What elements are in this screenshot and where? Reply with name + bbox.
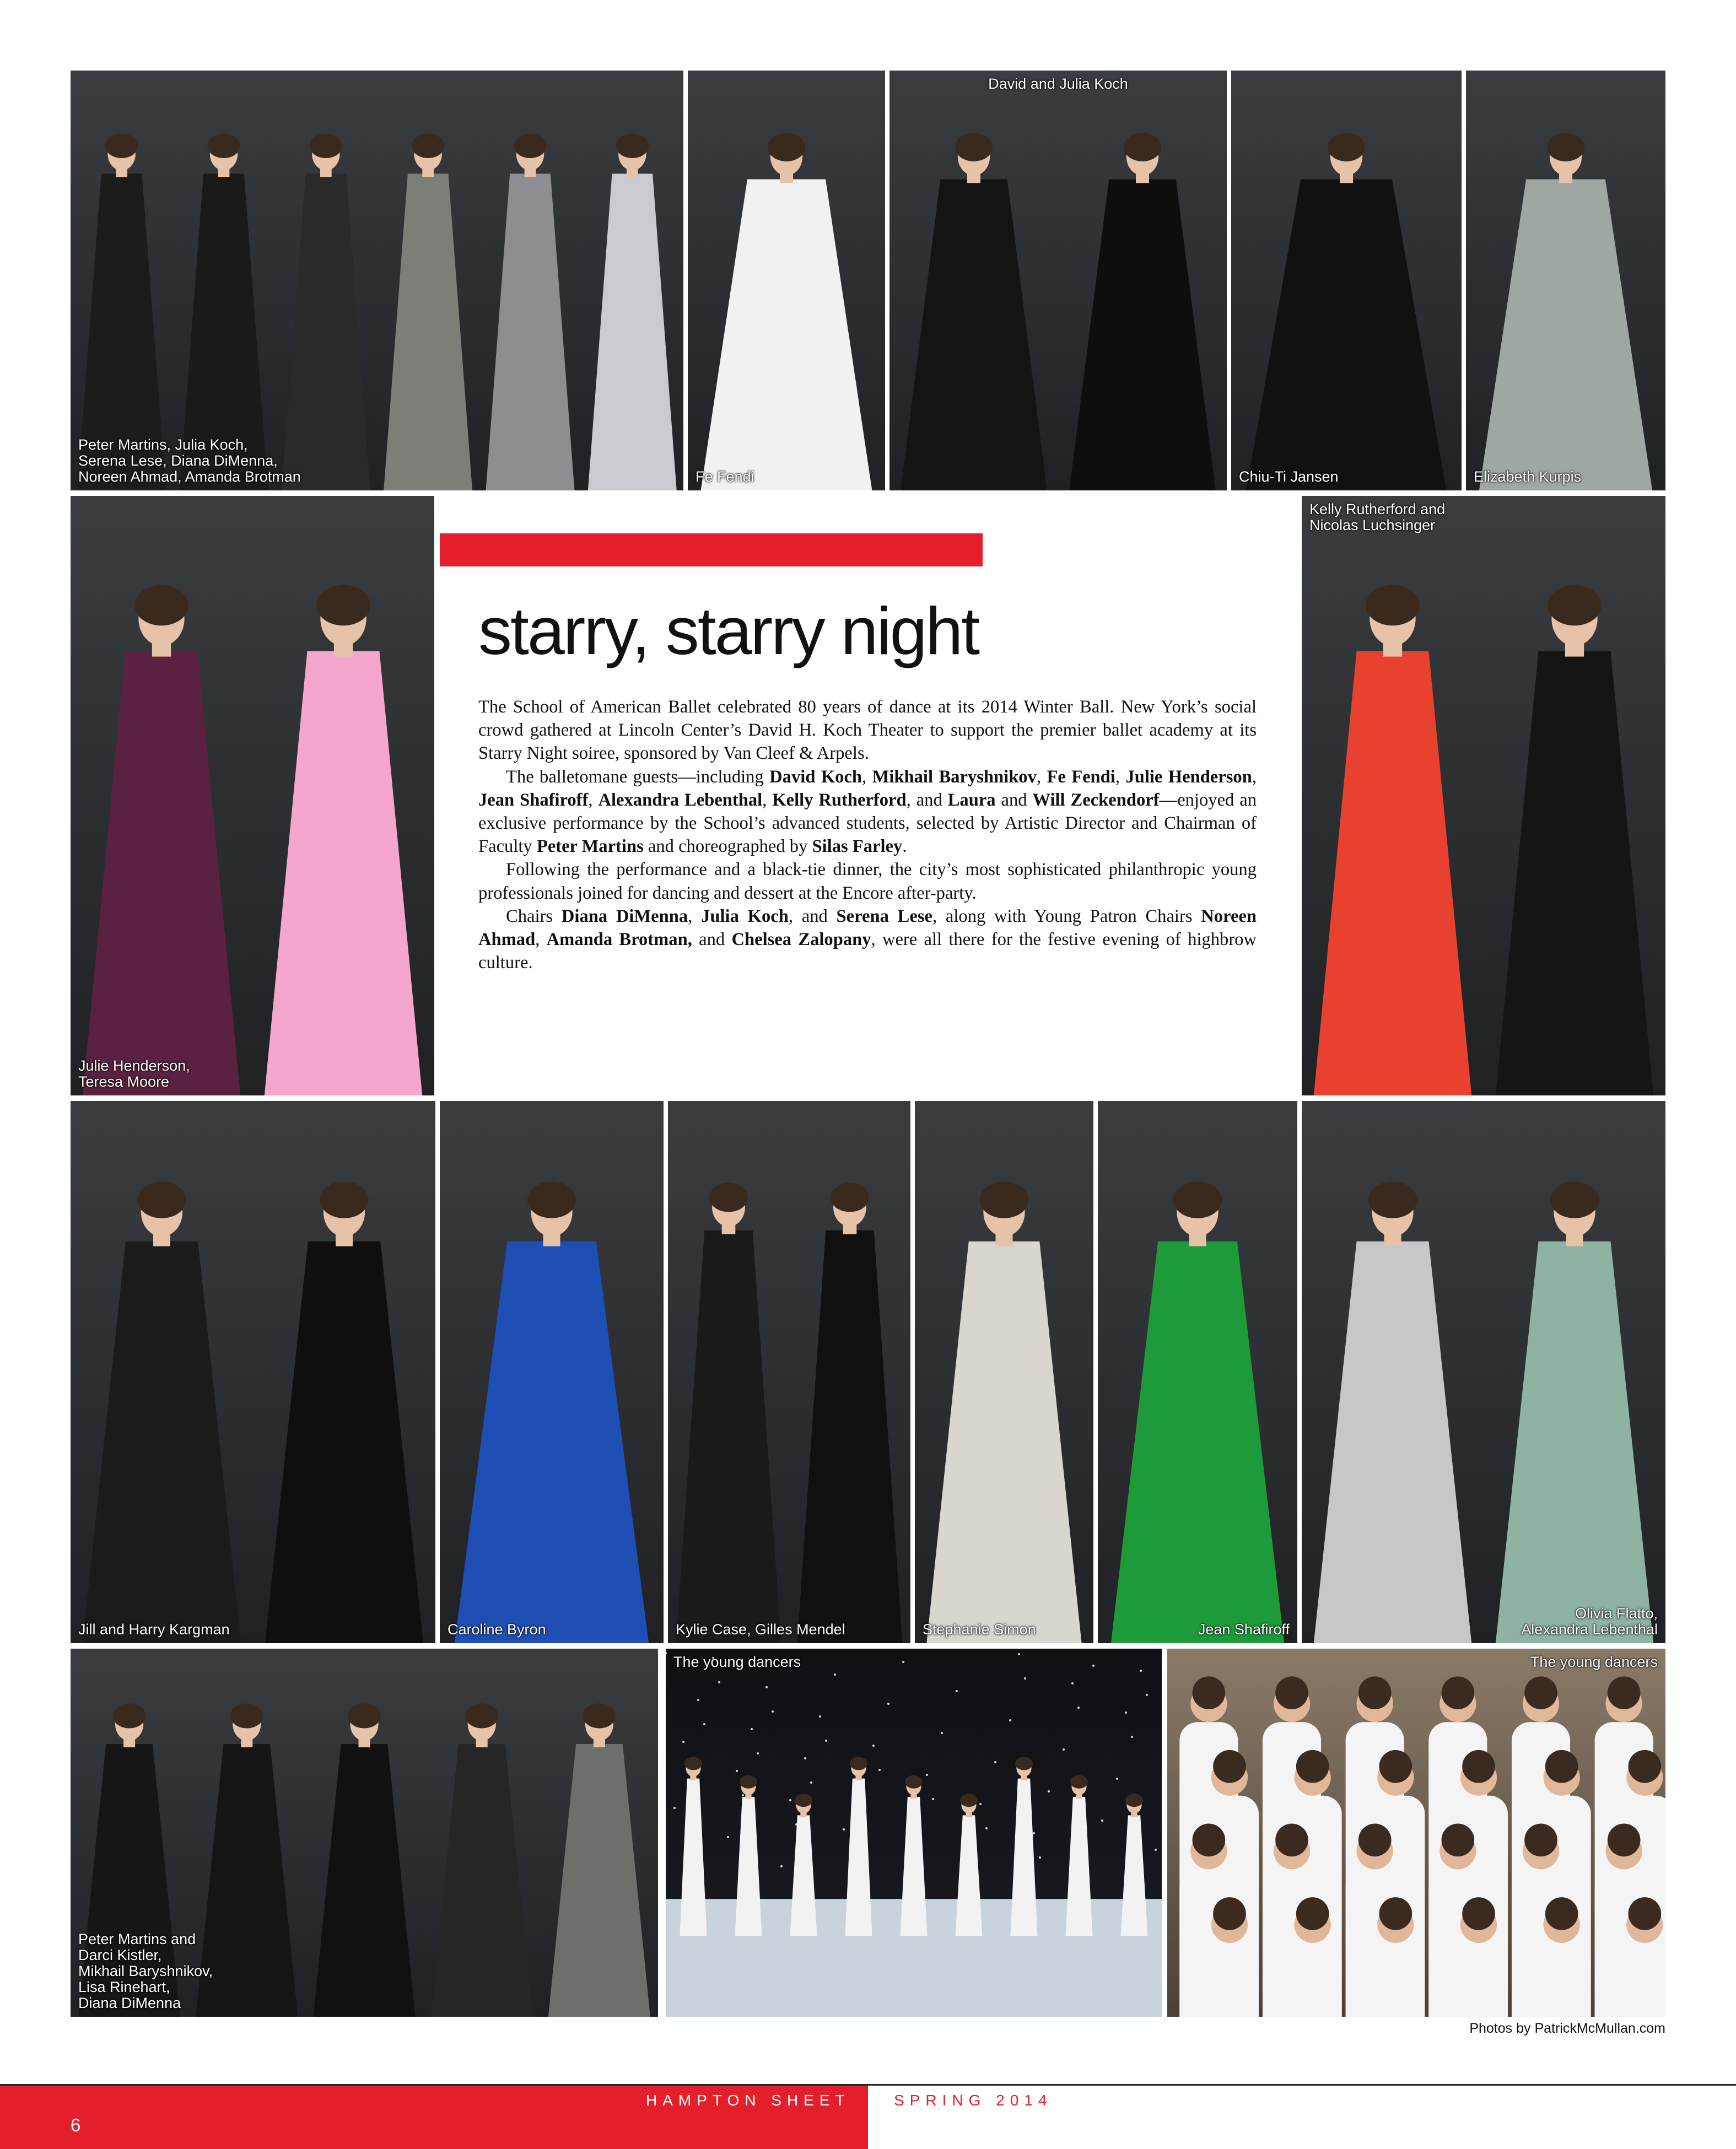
photo-illustration xyxy=(889,71,1227,490)
hair xyxy=(113,1703,146,1728)
bold-name: Alexandra Lebenthal xyxy=(598,790,763,810)
star-light xyxy=(979,1803,982,1805)
article-body xyxy=(478,695,1257,974)
star-light xyxy=(1024,1677,1026,1680)
hair xyxy=(831,1183,869,1212)
text-run: , xyxy=(1036,766,1047,787)
photo-illustration xyxy=(71,496,434,1095)
star-light xyxy=(751,1728,753,1730)
photo-caption: David and Julia Koch xyxy=(988,75,1128,92)
photo-illustration xyxy=(666,1649,1162,2017)
photo-illustration xyxy=(71,1101,435,1643)
hair xyxy=(105,134,138,158)
photo-caption: Kelly Rutherford and Nicolas Luchsinger xyxy=(1309,501,1446,533)
dancer-hair xyxy=(1524,1824,1557,1857)
bold-name: Mikhail Baryshnikov xyxy=(872,766,1037,787)
hair xyxy=(1173,1181,1222,1218)
hair xyxy=(616,134,649,158)
star-light xyxy=(810,1781,812,1784)
star-light xyxy=(1155,1849,1157,1851)
dancer-hair xyxy=(1275,1676,1308,1709)
photo-scene xyxy=(71,71,683,490)
article-paragraph xyxy=(478,858,1257,904)
dancer-body xyxy=(1615,1943,1665,2017)
star-light xyxy=(1048,1790,1050,1792)
bold-name: Julie Henderson xyxy=(1125,766,1252,787)
bold-name: Fe Fendi xyxy=(1047,766,1115,787)
star-light xyxy=(703,1723,705,1725)
hair xyxy=(316,585,370,625)
photo-scene xyxy=(889,71,1227,490)
hair xyxy=(527,1181,576,1218)
bold-name: Peter Martins xyxy=(536,836,644,857)
dancer-hair xyxy=(1358,1824,1392,1857)
photo-scene xyxy=(1231,71,1462,490)
text-run: , xyxy=(588,790,599,810)
hair xyxy=(465,1703,498,1728)
star-light xyxy=(1116,1778,1118,1780)
hair xyxy=(1550,1181,1599,1218)
dancer-hair xyxy=(1608,1676,1641,1709)
dancer-body xyxy=(1533,1943,1591,2017)
photo-illustration xyxy=(915,1101,1093,1643)
headline-accent-bar xyxy=(440,533,983,566)
hair xyxy=(740,1775,757,1789)
dancer-hair xyxy=(1524,1676,1557,1709)
bold-name: Diana DiMenna xyxy=(561,906,688,926)
star-light xyxy=(902,1661,904,1663)
hair xyxy=(230,1703,263,1728)
photo-caption: Jill and Harry Kargman xyxy=(78,1621,230,1638)
text-run: Following the performance and a black-tie dinner, the city’s most sophisticated philanthropic young professionals joined for dancing and dessert at the Encore after-party. xyxy=(478,860,1257,903)
dancer-hair xyxy=(1296,1750,1329,1783)
hair xyxy=(1015,1757,1033,1770)
star-light xyxy=(1071,1682,1074,1684)
star-light xyxy=(765,1686,768,1688)
hair xyxy=(1328,133,1366,161)
bold-name: Amanda Brotman, xyxy=(546,930,692,950)
star-light xyxy=(673,1807,676,1809)
article-paragraph xyxy=(478,765,1257,858)
photo-illustration xyxy=(71,71,683,490)
photo-elizabeth-kurpis xyxy=(1466,71,1665,490)
text-run: , xyxy=(1115,766,1126,787)
photo-scene xyxy=(666,1649,1162,2017)
star-light xyxy=(887,1703,889,1705)
text-run: , xyxy=(1252,766,1257,787)
photo-scene xyxy=(915,1101,1093,1643)
photo-chiu-ti-jansen xyxy=(1231,71,1462,490)
hair xyxy=(684,1757,702,1770)
photo-illustration xyxy=(668,1101,910,1643)
photo-caption: Elizabeth Kurpis xyxy=(1474,468,1582,485)
star-light xyxy=(789,1799,791,1801)
hair xyxy=(980,1181,1029,1218)
photo-scene xyxy=(668,1101,910,1643)
photo-scene xyxy=(1167,1649,1665,2017)
star-light xyxy=(780,1865,783,1867)
photo-caption: Fe Fendi xyxy=(696,468,754,485)
dancer-body xyxy=(1366,1943,1425,2017)
star-light xyxy=(697,1699,699,1701)
star-light xyxy=(804,1757,806,1759)
dancer-body xyxy=(1449,1943,1508,2017)
dancer-body xyxy=(1284,1943,1342,2017)
star-light xyxy=(819,1715,821,1718)
star-light xyxy=(682,1741,684,1743)
photo-illustration xyxy=(1302,496,1665,1095)
photo-fe-fendi xyxy=(688,71,885,490)
bold-name: Laura xyxy=(947,790,996,810)
star-light xyxy=(1033,1832,1035,1834)
dancer-hair xyxy=(1545,1897,1578,1930)
hair xyxy=(514,134,546,158)
text-run: Chairs xyxy=(506,906,562,926)
star-light xyxy=(1077,1707,1080,1709)
photo-caption: Julie Henderson, Teresa Moore xyxy=(78,1057,190,1090)
text-run: The balletomane guests—including xyxy=(506,766,770,787)
dancer-hair xyxy=(1296,1897,1329,1930)
bold-name: Chelsea Zalopany xyxy=(731,930,871,950)
star-light xyxy=(834,1673,836,1676)
photo-illustration xyxy=(1466,71,1665,490)
dancer-hair xyxy=(1442,1676,1475,1709)
hair xyxy=(905,1775,923,1789)
star-light xyxy=(727,1836,729,1838)
dancer-hair xyxy=(1275,1824,1308,1857)
dancer-hair xyxy=(1629,1897,1662,1930)
photo-young-dancers-group xyxy=(1167,1649,1665,2017)
text-run: , along with Young Patron Chairs xyxy=(932,906,1201,926)
photo-jean-shafiroff xyxy=(1098,1101,1297,1643)
star-light xyxy=(1146,1694,1148,1696)
bold-name: Will Zeckendorf xyxy=(1032,790,1160,810)
photo-young-dancers-stage xyxy=(666,1649,1162,2017)
text-run: The School of American Ballet celebrated 80 years of dance at its 2014 Winter Ball. New York’s social crowd gathered at Lincoln Center’s David H. Koch Theater to support the premier ballet academy at its Starry Night soiree, sponsored by Van Cleef & Arpels. xyxy=(478,697,1257,764)
photo-illustration xyxy=(440,1101,664,1643)
dancer-hair xyxy=(1442,1824,1475,1857)
photo-illustration xyxy=(688,71,885,490)
star-light xyxy=(736,1770,738,1772)
photo-scene xyxy=(1098,1101,1297,1643)
star-light xyxy=(1140,1670,1142,1672)
hair xyxy=(137,1181,186,1218)
hair xyxy=(1070,1775,1088,1789)
star-light xyxy=(956,1690,958,1692)
star-light xyxy=(1092,1665,1095,1667)
dancer-hair xyxy=(1379,1897,1412,1930)
photo-scene xyxy=(71,496,434,1095)
hair xyxy=(310,134,342,158)
star-light xyxy=(757,1752,759,1754)
text-run: , and xyxy=(788,906,837,926)
issue-date: SPRING 2014 xyxy=(894,2092,1053,2109)
hair xyxy=(960,1794,978,1807)
dancer-hair xyxy=(1462,1897,1495,1930)
photo-caption: The young dancers xyxy=(1530,1654,1658,1670)
dancer-hair xyxy=(1213,1897,1246,1930)
hair xyxy=(1125,1794,1143,1807)
photo-caption: Peter Martins and Darci Kistler, Mikhail Baryshnikov, Lisa Rinehart, Diana DiMenna xyxy=(78,1931,213,2011)
photo-illustration xyxy=(1098,1101,1297,1643)
dancer-hair xyxy=(1545,1750,1578,1783)
star-light xyxy=(985,1827,988,1829)
text-run: , xyxy=(762,790,773,810)
dancer-hair xyxy=(1379,1750,1412,1783)
hair xyxy=(134,585,188,625)
hair xyxy=(348,1703,381,1728)
publication-name: HAMPTON SHEET xyxy=(646,2092,850,2109)
star-light xyxy=(878,1769,881,1771)
dancer-hair xyxy=(1193,1824,1226,1857)
text-run: , and xyxy=(906,790,948,810)
star-light xyxy=(1063,1748,1065,1751)
article-paragraph xyxy=(478,905,1257,975)
dancer-hair xyxy=(1358,1676,1392,1709)
article-paragraph xyxy=(478,695,1257,765)
hair xyxy=(850,1757,867,1770)
star-light xyxy=(772,1710,774,1713)
photo-scene xyxy=(1302,496,1665,1095)
photo-stephanie-simon xyxy=(915,1101,1093,1643)
star-light xyxy=(843,1828,845,1831)
photo-chairs-group xyxy=(71,71,683,490)
photo-illustration xyxy=(1302,1101,1665,1643)
star-light xyxy=(718,1681,720,1683)
photo-rutherford-luchsinger xyxy=(1302,496,1665,1095)
photo-caption: Stephanie Simon xyxy=(923,1621,1036,1638)
hair xyxy=(709,1183,748,1212)
dancer-hair xyxy=(1213,1750,1246,1783)
bold-name: Noreen Ahmad xyxy=(478,906,1257,950)
text-run: . xyxy=(902,836,907,857)
hair xyxy=(1124,133,1162,161)
photo-caption: Kylie Case, Gilles Mendel xyxy=(676,1621,845,1638)
star-light xyxy=(1018,1653,1020,1655)
photo-martins-baryshnikov-group xyxy=(71,1649,658,2017)
star-light xyxy=(1131,1736,1133,1738)
photo-caption: Olivia Flatto, Alexandra Lebenthal xyxy=(1521,1605,1658,1638)
photo-kargman xyxy=(71,1101,435,1643)
hair xyxy=(412,134,444,158)
text-run: , xyxy=(862,766,872,787)
photo-caption: Jean Shafiroff xyxy=(1198,1621,1290,1638)
text-run: and xyxy=(995,790,1033,810)
text-run: —enjoyed an exclusive performance by the School’s advanced students, selected by Artistic Director and Chairman of Faculty xyxy=(478,790,1257,857)
photo-backdrop xyxy=(71,71,683,490)
bold-name: Silas Farley xyxy=(812,836,903,857)
hair xyxy=(1547,133,1585,161)
photo-illustration xyxy=(1167,1649,1665,2017)
star-light xyxy=(1009,1719,1011,1721)
bold-name: David Koch xyxy=(769,766,862,787)
bold-name: Julia Koch xyxy=(701,906,789,926)
text-run: and choreographed by xyxy=(643,836,812,857)
dancer-hair xyxy=(1608,1824,1641,1857)
hair xyxy=(795,1794,812,1807)
photo-caption: Peter Martins, Julia Koch, Serena Lese, Diana DiMenna, Noreen Ahmad, Amanda Brotman xyxy=(78,436,301,485)
page-number: 6 xyxy=(71,2115,81,2135)
photo-henderson-moore xyxy=(71,496,434,1095)
photo-illustration xyxy=(1231,71,1462,490)
photo-caption: The young dancers xyxy=(673,1654,801,1670)
dancer-body xyxy=(1200,1943,1259,2017)
star-light xyxy=(1039,1856,1041,1859)
photo-scene xyxy=(1302,1101,1665,1643)
star-light xyxy=(994,1761,996,1763)
bold-name: Serena Lese xyxy=(836,906,932,926)
star-light xyxy=(872,1745,875,1747)
photo-scene xyxy=(440,1101,664,1643)
photo-scene xyxy=(1466,71,1665,490)
photo-flatto-lebenthal xyxy=(1302,1101,1665,1643)
star-light xyxy=(941,1732,943,1734)
star-light xyxy=(825,1740,827,1742)
photo-caption: Caroline Byron xyxy=(448,1621,546,1638)
hair xyxy=(1366,585,1420,625)
text-run: , xyxy=(688,906,702,926)
hair xyxy=(1368,1181,1417,1218)
article-headline: starry, starry night xyxy=(478,593,979,668)
photo-case-mendel xyxy=(668,1101,910,1643)
bold-name: Kelly Rutherford xyxy=(772,790,907,810)
star-light xyxy=(932,1798,934,1800)
hair xyxy=(320,1181,369,1218)
star-light xyxy=(1125,1711,1127,1714)
hair xyxy=(768,133,806,161)
hair xyxy=(1548,585,1602,625)
star-light xyxy=(742,1794,744,1796)
hair xyxy=(955,133,993,161)
photo-caroline-byron xyxy=(440,1101,664,1643)
star-light xyxy=(1101,1819,1103,1822)
photo-scene xyxy=(688,71,885,490)
star-light xyxy=(926,1774,928,1776)
dancer-hair xyxy=(1193,1676,1226,1709)
photo-david-julia-koch xyxy=(889,71,1227,490)
photo-caption: Chiu-Ti Jansen xyxy=(1239,468,1339,485)
photo-scene xyxy=(71,1101,435,1643)
text-run: , were all there for the festive evening of highbrow culture. xyxy=(478,930,1257,973)
bold-name: Jean Shafiroff xyxy=(478,790,589,810)
dancer-hair xyxy=(1462,1750,1495,1783)
text-run: and xyxy=(692,930,732,950)
text-run: , xyxy=(535,930,547,950)
hair xyxy=(207,134,240,158)
dancer-hair xyxy=(1629,1750,1662,1783)
photo-credit: Photos by PatrickMcMullan.com xyxy=(1469,2021,1665,2036)
hair xyxy=(583,1703,616,1728)
